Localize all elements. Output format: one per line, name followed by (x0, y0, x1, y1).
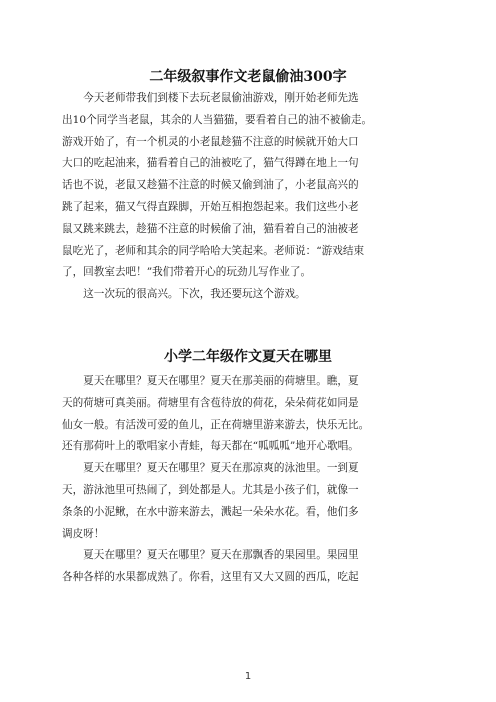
text-line: 还有那荷叶上的歌唱家小青蛙，每天都在“呱呱呱”地开心歌唱。 (62, 440, 359, 453)
text-line: 各种各样的水果都成熟了。你看，这里有又大又圆的西瓜，吃起 (62, 571, 359, 584)
text-line: 了，回教室去吧！”我们带着开心的玩劲儿写作业了。 (62, 266, 312, 279)
text-line: 条条的小泥鳅，在水中游来游去，溅起一朵朵水花。看，他们多 (62, 505, 359, 518)
text-line: 调皮呀！ (62, 527, 105, 540)
text-line: 天的荷塘可真美丽。荷塘里有含苞待放的荷花，朵朵荷花如同是 (62, 396, 359, 409)
text-line: 夏天在哪里？夏天在哪里？夏天在那美丽的荷塘里。瞧，夏 (62, 375, 359, 387)
text-line: 仙女一般。有活泼可爱的鱼儿，正在荷塘里游来游去，快乐无比。 (62, 418, 370, 431)
text-line: 夏天在哪里？夏天在哪里？夏天在那凉爽的泳池里。一到夏 (62, 462, 359, 475)
text-line: 游戏开始了，有一个机灵的小老鼠趁猫不注意的时候就开始大口 (62, 135, 359, 148)
text-line: 鼠又跳来跳去，趁猫不注意的时候偷了油，猫看着自己的油被老 (62, 222, 359, 235)
text-line: 天，游泳池里可热闹了，到处都是人。尤其是小孩子们，就像一 (62, 483, 359, 496)
text-line: 大口的吃起油来，猫看着自己的油被吃了，猫气得蹲在地上一句 (62, 157, 359, 170)
article-body-where-is-summer (62, 371, 436, 589)
article-title-where-is-summer: 小学二年级作文夏天在哪里 (164, 349, 332, 365)
article-title-mouse-steals-oil: 二年级叙事作文老鼠偷油300字 (149, 69, 347, 85)
article-body-mouse-steals-oil (62, 88, 436, 306)
text-line: 跳了起来，猫又气得直跺脚，开始互相抱怨起来。我们这些小老 (62, 200, 359, 213)
text-line: 这一次玩的很高兴。下次，我还要玩这个游戏。 (62, 288, 306, 301)
text-line: 话也不说，老鼠又趁猫不注意的时候又偷到油了，小老鼠高兴的 (62, 179, 359, 192)
text-line: 出10个同学当老鼠，其余的人当猫猫，要看着自己的油不被偷走。 (62, 113, 373, 126)
text-line: 今天老师带我们到楼下去玩老鼠偷油游戏，刚开始老师先选 (62, 92, 359, 104)
text-line: 夏天在哪里？夏天在哪里？夏天在那飘香的果园里。果园里 (62, 549, 359, 562)
page-number: 1 (244, 671, 252, 682)
text-line: 鼠吃光了，老师和其余的同学哈哈大笑起来。老师说：“游戏结束 (62, 244, 365, 257)
